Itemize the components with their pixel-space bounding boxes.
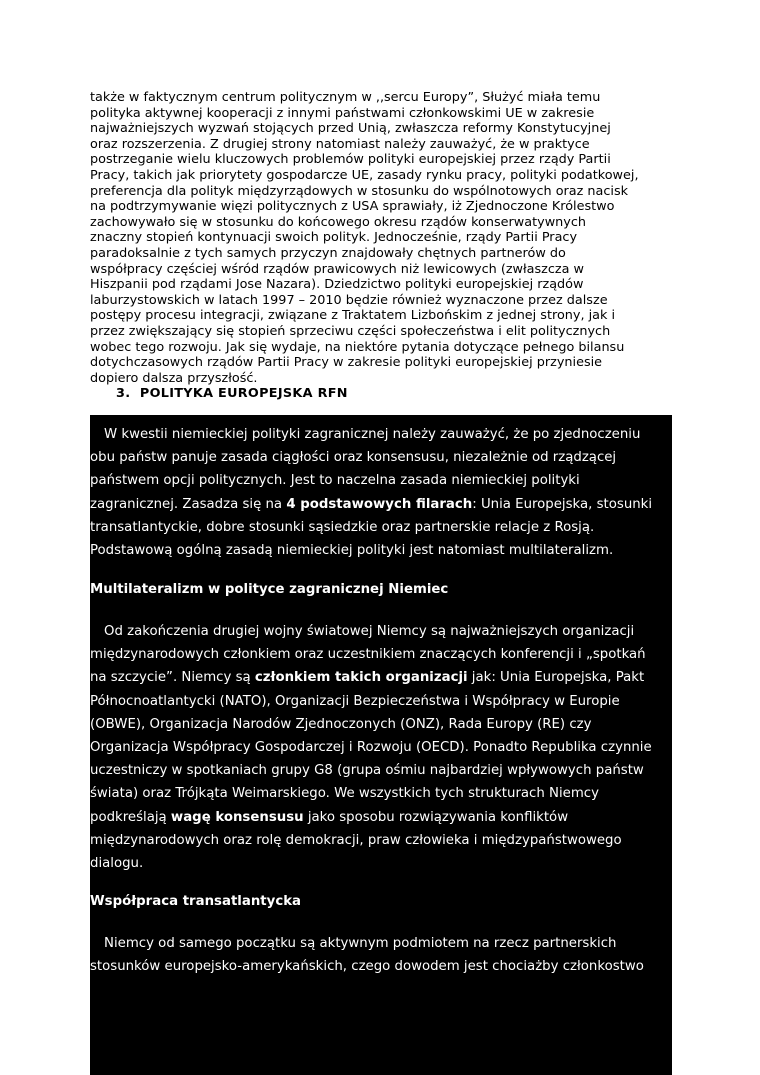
text-line: polityka aktywnej kooperacji z innymi państwami członkowskimi UE w zakresie <box>90 105 595 121</box>
text-run: podkreślają <box>90 809 171 825</box>
text-line: świata) oraz Trójkąta Weimarskiego. We wszystkich tych strukturach Niemcy <box>90 786 599 802</box>
text-line <box>90 806 672 829</box>
text-line: Od zakończenia drugiej wojny światowej Niemcy są najważniejszych organizacji <box>104 624 635 639</box>
multilateralism-heading: Multilateralizm w polityce zagranicznej Niemiec <box>90 582 449 597</box>
text-line: obu państw panuje zasada ciągłości oraz konsensusu, niezależnie od rządzącej <box>90 450 617 466</box>
text-line <box>90 666 672 689</box>
text-line <box>90 493 672 516</box>
bold-text: członkiem takich organizacji <box>254 670 468 686</box>
text-line: uczestniczy w spotkaniach grupy G8 (grupa ośmiu najbardziej wpływowych państw <box>90 763 644 779</box>
text-line: transatlantyckie, dobre stosunki sąsiedzkie oraz partnerskie relacje z Rosją. <box>90 519 595 535</box>
text-line: znaczny stopień kontynuacji swoich polityk. Jednocześnie, rządy Partii Pracy <box>90 230 578 246</box>
text-line: W kwestii niemieckiej polityki zagranicznej należy zauważyć, że po zjednoczeniu <box>104 427 641 442</box>
section-title: POLITYKA EUROPEJSKA RFN <box>139 386 348 401</box>
text-run: zagranicznej. Zasadza się na <box>90 496 287 512</box>
transatlantic-heading: Współpraca transatlantycka <box>90 894 302 909</box>
multilateralism-paragraph <box>90 620 672 875</box>
text-line: wobec tego rozwoju. Jak się wydaje, na niektóre pytania dotyczące pełnego bilansu <box>90 339 625 355</box>
section-heading <box>116 386 348 401</box>
text-line: dotychczasowych rządów Partii Pracy w zakresie polityki europejskiej przyniesie <box>90 355 603 371</box>
bold-text: 4 podstawowych filarach <box>286 496 473 512</box>
text-line: (OBWE), Organizacja Narodów Zjednoczonych (ONZ), Rada Europy (RE) czy <box>90 716 592 732</box>
text-run: na szczycie”. Niemcy są <box>90 670 255 686</box>
text-line: laburzystowskich w latach 1997 – 2010 będzie również wyznaczone przez dalsze <box>90 292 608 308</box>
text-line: Północnoatlantycki (NATO), Organizacji Bezpieczeństwa i Współpracy w Europie <box>90 693 620 709</box>
text-line: paradoksalnie z tych samych przyczyn znajdowały chętnych partnerów do <box>90 245 566 261</box>
text-line: państwem opcji politycznych. Jest to naczelna zasada niemieckiej polityki <box>90 473 580 489</box>
text-line: postępy procesu integracji, związane z Traktatem Lizbońskim z jednej strony, jak i <box>90 308 616 324</box>
text-line: najważniejszych wyzwań stojących przed Unią, zwłaszcza reformy Konstytucyjnej <box>90 121 611 137</box>
text-line: stosunków europejsko-amerykańskich, czego dowodem jest chociażby członkostwo <box>90 959 644 975</box>
text-run: jako sposobu rozwiązywania konfliktów <box>303 809 569 825</box>
text-run: jak: Unia Europejska, Pakt <box>467 670 645 686</box>
text-line: dialogu. <box>90 856 144 872</box>
transatlantic-paragraph <box>90 932 672 978</box>
text-line: międzynarodowych członkiem oraz uczestnikiem znaczących konferencji i „spotkań <box>90 647 646 663</box>
text-line: preferencja dla polityk międzyrządowych w stosunku do wspólnotowych oraz nacisk <box>90 183 629 199</box>
text-line: Podstawową ogólną zasadą niemieckiej polityki jest natomiast multilateralizm. <box>90 543 614 559</box>
bold-text: wagę konsensusu <box>170 809 304 825</box>
text-line: oraz rozszerzenia. Z drugiej strony natomiast należy zauważyć, że w praktyce <box>90 136 590 152</box>
text-line: międzynarodowych oraz rolę demokracji, praw człowieka i międzypaństwowego <box>90 832 622 848</box>
text-line: Hiszpanii pod rządami Jose Nazara). Dziedzictwo polityki europejskiej rządów <box>90 277 584 293</box>
text-line: Organizacja Współpracy Gospodarczej i Rozwoju (OECD). Ponadto Republika czynnie <box>90 740 652 756</box>
intro-paragraph <box>90 423 672 562</box>
text-line: Niemcy od samego początku są aktywnym podmiotem na rzecz partnerskich <box>104 936 617 951</box>
text-line: zachowywało się w stosunku do końcowego okresu rządów konserwatywnych <box>90 214 586 230</box>
text-line: przez zwiększający się stopień sprzeciwu części społeczeństwa i elit politycznych <box>90 323 611 339</box>
text-line: współpracy częściej wśród rządów prawicowych niż lewicowych (zwłaszcza w <box>90 261 584 277</box>
text-line: postrzeganie wielu kluczowych problemów polityki europejskiej przez rządy Partii <box>90 152 611 168</box>
text-line: Pracy, takich jak priorytety gospodarcze UE, zasady rynku pracy, polityki podatkowej, <box>90 167 639 183</box>
text-line: także w faktycznym centrum politycznym w ,,sercu Europy”, Służyć miała temu <box>90 90 601 105</box>
section-number: 3. <box>116 386 131 401</box>
text-line: dopiero dalsza przyszłość. <box>90 370 258 386</box>
highlighted-text-block <box>90 415 672 1075</box>
text-run: : Unia Europejska, stosunki <box>472 496 653 512</box>
text-line: na podtrzymywanie więzi politycznych z USA sprawiały, iż Zjednoczone Królestwo <box>90 199 615 215</box>
previous-section-text <box>90 90 672 386</box>
